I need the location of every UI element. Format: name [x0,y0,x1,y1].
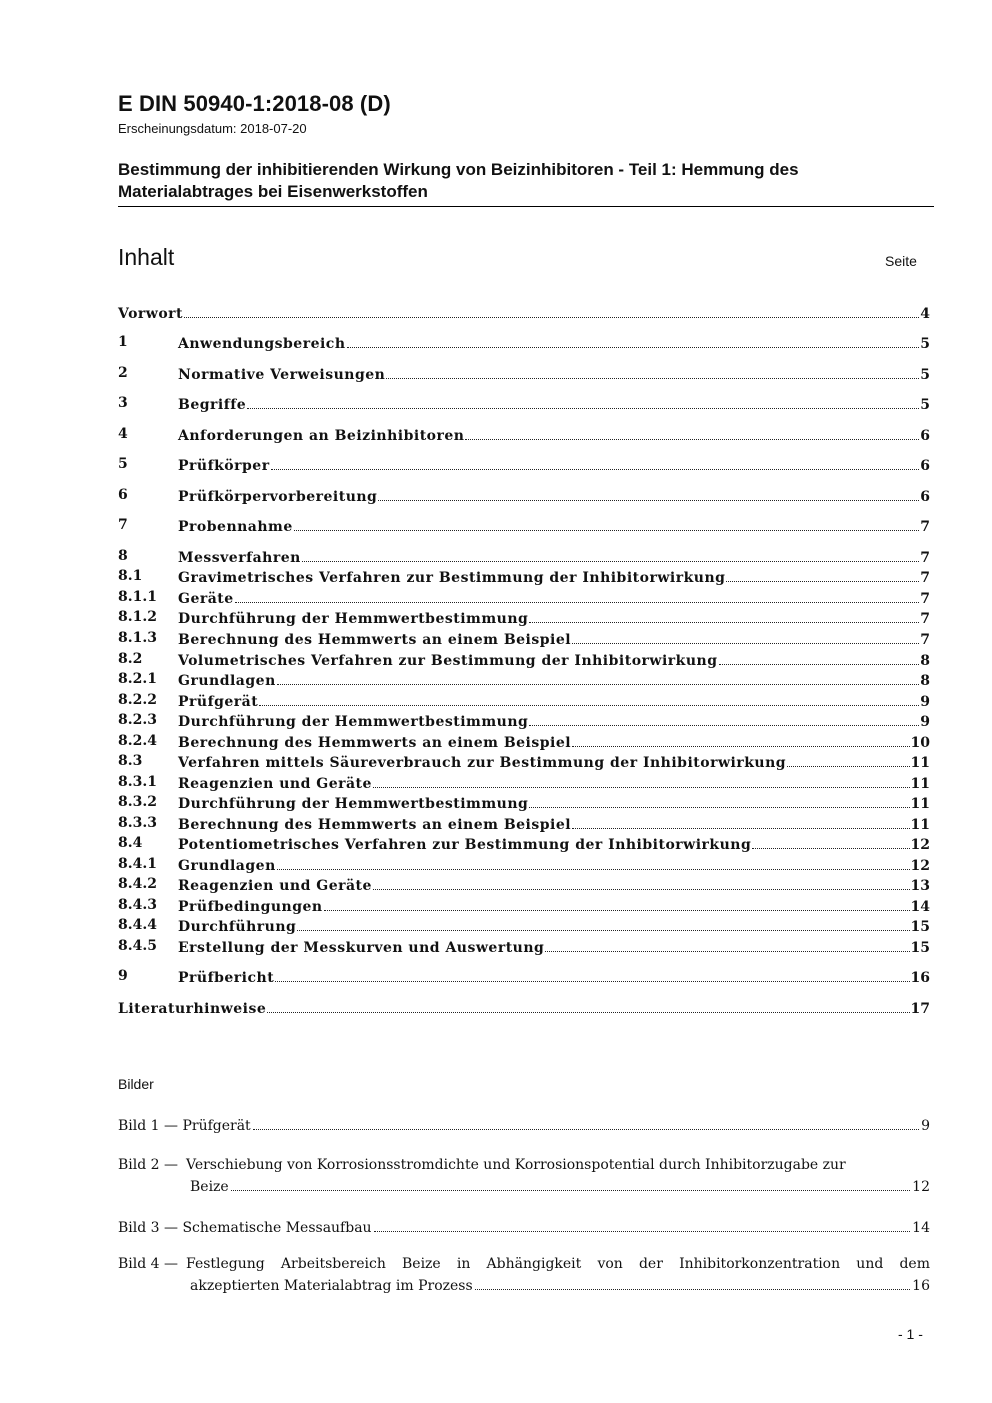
dot-leader [231,1176,910,1191]
toc-entry[interactable] [118,999,930,1017]
dot-leader [726,568,919,582]
toc-entry[interactable] [118,609,930,627]
dot-leader [267,999,909,1013]
toc-entry[interactable] [118,651,930,669]
dot-leader [465,426,919,440]
toc-entry-page: 5 [920,397,930,413]
dot-leader [752,835,909,849]
toc-entry-line [178,568,930,586]
toc-entry-page: 12 [910,837,930,853]
toc-entry-number: 8.4.4 [118,917,157,933]
toc-entry-page: 17 [910,1001,930,1017]
toc-heading: Inhalt [118,244,175,270]
toc-entry-line [118,999,930,1017]
toc-entry-number: 8.3.2 [118,794,157,810]
figure-entry-label: Beize [190,1179,229,1195]
toc-entry-number: 8.3.3 [118,815,157,831]
toc-entry[interactable] [118,753,930,771]
toc-entry-label: Erstellung der Messkurven und Auswertung [178,940,545,956]
toc-entry-page: 7 [920,570,930,586]
toc-entry-page: 6 [920,428,930,444]
toc-entry-page: 9 [920,694,930,710]
toc-entry-line [178,395,930,413]
toc-entry[interactable] [118,568,930,586]
toc-entry-page: 13 [910,878,930,894]
toc-entry-page: 15 [910,919,930,935]
figure-entry-label: akzeptierten Materialabtrag im Prozess [190,1278,473,1294]
figure-entry-text [118,1217,930,1239]
figure-entry-label: Bild 1 — Prüfgerät [118,1118,251,1134]
toc-entry[interactable] [118,712,930,730]
toc-entry-line [118,304,930,322]
dot-leader [302,548,919,562]
toc-entry-label: Berechnung des Hemmwerts an einem Beispiel [178,632,572,648]
toc-entry-label: Verfahren mittels Säureverbrauch zur Bestimmung der Inhibitorwirkung [178,755,787,771]
figure-entry-caption-line: Verschiebung von Korrosionsstromdichte und Korrosionspotential durch Inhibitorzugabe zur [186,1157,846,1173]
toc-entry-page: 11 [910,755,930,771]
toc-entry[interactable] [118,794,930,812]
dot-leader [294,517,919,531]
toc-entry-label: Reagenzien und Geräte [178,878,372,894]
toc-entry-number: 8.3 [118,753,143,769]
toc-entry-label: Volumetrisches Verfahren zur Bestimmung der Inhibitorwirkung [178,653,718,669]
toc-entry-label: Potentiometrisches Verfahren zur Bestimmung der Inhibitorwirkung [178,837,752,853]
toc-entry[interactable] [118,589,930,607]
toc-entry-label: Reagenzien und Geräte [178,776,372,792]
toc-entry-label: Berechnung des Hemmwerts an einem Beispiel [178,735,572,751]
figure-entry-number: Bild 4 — [118,1256,179,1272]
toc-entry-label: Prüfgerät [178,694,259,710]
toc-entry[interactable] [118,968,930,986]
toc-entry-number: 8.1 [118,568,143,584]
toc-entry-page: 8 [920,673,930,689]
toc-entry[interactable] [118,917,930,935]
toc-entry[interactable] [118,456,930,474]
toc-entry-number: 5 [118,456,128,472]
dot-leader [253,1115,919,1130]
title-divider [118,206,934,207]
toc-entry[interactable] [118,517,930,535]
document-title: Bestimmung der inhibitierenden Wirkung von Beizinhibitoren - Teil 1: Hemmung des Materialabtrages bei Eisenwerkstoffen [118,160,799,201]
toc-entry-line [178,630,930,648]
toc-entry-number: 6 [118,487,128,503]
toc-entry-label: Berechnung des Hemmwerts an einem Beispiel [178,817,572,833]
toc-entry-number: 7 [118,517,128,533]
toc-entry-line [178,548,930,566]
toc-entry-label: Probennahme [178,519,293,535]
dot-leader [529,712,919,726]
toc-entry[interactable] [118,365,930,383]
dot-leader [277,671,920,685]
dot-leader [529,794,909,808]
dot-leader [719,651,920,665]
toc-entry-number: 8.2.4 [118,733,157,749]
toc-entry-line [178,487,930,505]
toc-entry-number: 8.1.1 [118,589,157,605]
toc-entry-line [178,517,930,535]
toc-entry-label: Normative Verweisungen [178,367,386,383]
toc-entry-label: Geräte [178,591,234,607]
toc-entry-number: 3 [118,395,128,411]
page-column-label: Seite [885,253,917,269]
toc-entry-label: Grundlagen [178,858,276,874]
figure-entry-page: 16 [912,1278,930,1294]
dot-leader [529,609,919,623]
toc-entry-line [178,856,930,874]
toc-entry-page: 6 [920,489,930,505]
toc-entry[interactable] [118,692,930,710]
toc-entry-page: 7 [920,550,930,566]
toc-entry-page: 11 [910,776,930,792]
toc-entry[interactable] [118,487,930,505]
figure-entry-page: 9 [921,1118,930,1134]
toc-entry-page: 11 [910,817,930,833]
toc-entry-page: 4 [920,306,930,322]
toc-entry-page: 6 [920,458,930,474]
toc-entry-label: Literaturhinweise [118,1001,267,1017]
dot-leader [787,753,909,767]
figure-entry-line [118,1217,930,1239]
dot-leader [259,692,919,706]
toc-entry-line [178,671,930,689]
toc-entry-line [178,456,930,474]
toc-entry-label: Vorwort [118,306,184,322]
figure-entry-text [186,1254,930,1297]
toc-entry-page: 7 [920,591,930,607]
toc-entry-number: 8.2.3 [118,712,157,728]
toc-entry-number: 8.4.2 [118,876,157,892]
toc-entry-label: Begriffe [178,397,247,413]
figure-entry-text [186,1155,930,1198]
toc-entry-number: 8.3.1 [118,774,157,790]
toc-entry[interactable] [118,856,930,874]
toc-entry-page: 7 [920,611,930,627]
toc-entry-label: Durchführung der Hemmwertbestimmung [178,714,529,730]
dot-leader [235,589,920,603]
toc-entry-label: Prüfkörper [178,458,270,474]
dot-leader [247,395,919,409]
figure-entry-line [186,1275,930,1297]
toc-entry[interactable] [118,938,930,956]
toc-entry-label: Prüfbedingungen [178,899,323,915]
toc-entry-page: 8 [920,653,930,669]
dot-leader [184,304,919,318]
toc-entry-number: 8.1.3 [118,630,157,646]
toc-entry-label: Durchführung der Hemmwertbestimmung [178,611,529,627]
toc-entry-number: 2 [118,365,128,381]
toc-entry-line [178,712,930,730]
toc-entry-number: 8.2.2 [118,692,157,708]
toc-entry-number: 8.1.2 [118,609,157,625]
toc-entry-label: Anwendungsbereich [178,336,346,352]
toc-entry-label: Anforderungen an Beizinhibitoren [178,428,465,444]
toc-entry-line [178,589,930,607]
toc-entry-page: 5 [920,367,930,383]
toc-entry-page: 7 [920,519,930,535]
toc-entry-label: Messverfahren [178,550,301,566]
toc-entry-number: 8.2.1 [118,671,157,687]
toc-entry-number: 4 [118,426,128,442]
toc-entry[interactable] [118,835,930,853]
document-code: E DIN 50940-1:2018-08 (D) [118,91,391,116]
toc-entry[interactable] [118,815,930,833]
figure-entry-page: 14 [912,1220,930,1236]
dot-leader [275,968,909,982]
toc-entry-label: Gravimetrisches Verfahren zur Bestimmung der Inhibitorwirkung [178,570,726,586]
figure-entry-number: Bild 2 — [118,1157,179,1173]
toc-entry[interactable] [118,774,930,792]
toc-entry-line [178,876,930,894]
toc-entry-page: 5 [920,336,930,352]
toc-entry-line [178,733,930,751]
figures-heading: Bilder [118,1076,154,1092]
toc-entry-number: 8.4.5 [118,938,157,954]
toc-entry-page: 9 [920,714,930,730]
toc-entry-label: Prüfkörpervorbereitung [178,489,378,505]
figure-entry-text [118,1115,930,1137]
figure-entry-line [186,1176,930,1198]
toc-entry[interactable] [118,897,930,915]
toc-entry[interactable] [118,395,930,413]
dot-leader [572,630,919,644]
figure-entry-label: Bild 3 — Schematische Messaufbau [118,1220,372,1236]
toc-entry-line [178,815,930,833]
toc-entry-line [178,609,930,627]
toc-entry-number: 8.2 [118,651,143,667]
toc-entry[interactable] [118,630,930,648]
toc-entry-label: Durchführung [178,919,297,935]
dot-leader [475,1275,911,1290]
dot-leader [386,365,919,379]
toc-entry-number: 9 [118,968,128,984]
dot-leader [347,334,920,348]
toc-entry-line [178,334,930,352]
toc-entry-page: 10 [910,735,930,751]
toc-entry-line [178,897,930,915]
toc-entry-number: 8 [118,548,128,564]
toc-entry-line [178,835,930,853]
dot-leader [572,815,909,829]
toc-entry[interactable] [118,548,930,566]
toc-entry-line [178,938,930,956]
dot-leader [324,897,910,911]
figure-entry-caption-line: Festlegung Arbeitsbereich Beize in Abhängigkeit von der Inhibitorkonzentration und dem [186,1256,930,1272]
toc-entry-label: Prüfbericht [178,970,275,986]
publication-date: Erscheinungsdatum: 2018-07-20 [118,121,307,136]
toc-entry-page: 15 [910,940,930,956]
toc-entry[interactable] [118,876,930,894]
dot-leader [374,1217,911,1232]
toc-entry[interactable] [118,304,930,322]
toc-entry-number: 8.4.3 [118,897,157,913]
toc-entry-label: Grundlagen [178,673,276,689]
toc-entry-line [178,774,930,792]
toc-entry[interactable] [118,733,930,751]
toc-entry[interactable] [118,334,930,352]
toc-entry-page: 12 [910,858,930,874]
toc-entry-page: 7 [920,632,930,648]
toc-entry-number: 1 [118,334,128,350]
toc-entry-line [178,692,930,710]
dot-leader [277,856,910,870]
toc-entry-line [178,917,930,935]
toc-entry[interactable] [118,426,930,444]
toc-entry[interactable] [118,671,930,689]
dot-leader [545,938,909,952]
toc-entry-line [178,651,930,669]
dot-leader [271,456,920,470]
toc-entry-line [178,426,930,444]
toc-entry-page: 16 [910,970,930,986]
dot-leader [378,487,919,501]
toc-entry-number: 8.4 [118,835,143,851]
toc-entry-number: 8.4.1 [118,856,157,872]
figure-entry-page: 12 [912,1179,930,1195]
figure-entry-line [118,1115,930,1137]
dot-leader [373,774,910,788]
dot-leader [572,733,909,747]
dot-leader [297,917,909,931]
dot-leader [373,876,910,890]
toc-entry-page: 14 [910,899,930,915]
toc-entry-line [178,365,930,383]
toc-entry-line [178,753,930,771]
toc-entry-label: Durchführung der Hemmwertbestimmung [178,796,529,812]
page-number: - 1 - [898,1326,923,1342]
toc-entry-line [178,968,930,986]
toc-entry-line [178,794,930,812]
toc-entry-page: 11 [910,796,930,812]
